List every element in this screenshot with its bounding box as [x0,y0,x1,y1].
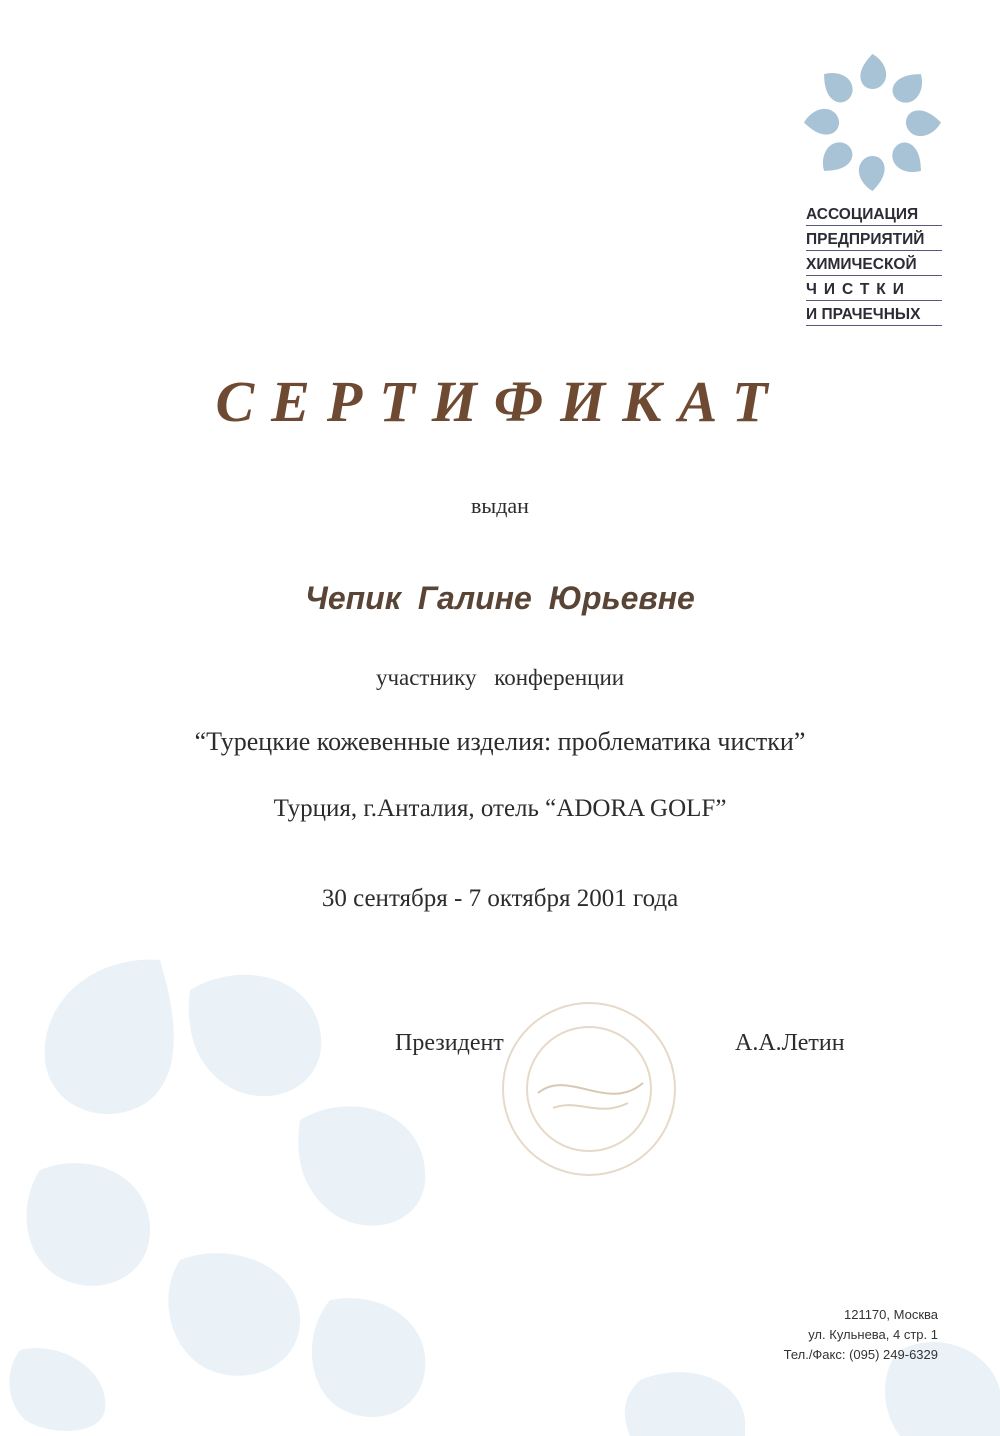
president-label: Президент [395,1030,504,1056]
logo-line-3: ХИМИЧЕСКОЙ [806,255,942,276]
address-block [784,1305,938,1365]
logo-line-1: АССОЦИАЦИЯ [806,205,942,226]
round-stamp-icon [498,998,680,1180]
logo-line-5: И ПРАЧЕЧНЫХ [806,305,942,326]
recipient-name: Чепик Галине Юрьевне [305,580,695,616]
president-name: А.А.Летин [735,1030,845,1056]
logo-line-4: ЧИСТКИ [806,280,942,301]
address-line-phone: Тел./Факс: (095) 249-6329 [783,1347,938,1362]
conference-venue: Турция, г.Анталия, отель “ADORA GOLF” [273,795,727,822]
droplet-ring-logo-icon [800,50,945,195]
address-line-postal: 121170, Москва [843,1307,938,1322]
recipient-role: участнику конференции [375,665,625,690]
address-line-street: ул. Кульнева, 4 стр. 1 [808,1327,938,1342]
association-logo-text [806,205,942,330]
issued-label: выдан [471,493,529,518]
logo-line-2: ПРЕДПРИЯТИЙ [806,230,942,251]
conference-dates: 30 сентября - 7 октября 2001 года [321,885,679,912]
certificate-title: СЕРТИФИКАТ [215,369,785,434]
conference-topic: “Турецкие кожевенные изделия: проблематика чистки” [194,727,806,756]
